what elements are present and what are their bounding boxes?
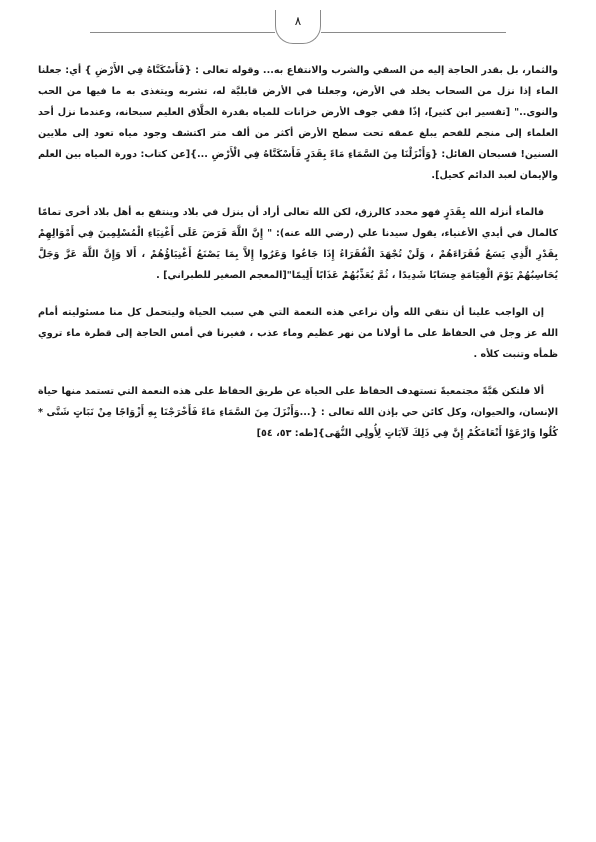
- paragraph-water-storage: والثمار، بل بقدر الحاجة إليه من السقي والشرب والانتفاع به... وقوله تعالى : {فَأَسْكَنَّاهُ فِي الأَرْضِ } أي: جعلنا الماء إذا نزل من السحاب يخلد في الأرض، وجعلنا في الأرض قابليَّة له، تشربه ويتغذى به ما فيها من الحب والنوى.." [تفسير ابن كثير]، إذًا ففي جوف الأرض خزانات للمياه بقدرة الخلَّاق العليم سبحانه، وعندما نزل أحد العلماء إلى منجم للفحم يبلغ عمقه تحت سطح الأرض أكثر من ألف متر اكتشف وجود مياه تعود إلى ملايين السنين! فسبحان القائل: {وَأَنْزَلْنَا مِنَ السَّمَاءِ مَاءً بِقَدَرٍ فَأَسْكَنَّاهُ فِي الْأَرْضِ ...}[عن كتاب: دورة المياه بين العلم والإيمان لعبد الدائم كحيل].: [38, 65, 558, 181]
- paragraph-responsibility: إن الواجب علينا أن نتقي الله وأن نراعي هذه النعمة التي هي سبب الحياة وليتحمل كل منا مسئوليته أمام الله عز وجل في الحفاظ على ما أولانا من نهر عظيم وماء عذب ، فغيرنا في أمس الحاجة إلى قطرة ماء تروي ظمأه وتنبت كلأه .: [38, 307, 558, 360]
- paragraph-community-call: ألا فلتكن هَبَّةً مجتمعيةً تستهدف الحفاظ على الحياة عن طريق الحفاظ على هذه النعمة التي تستمد منها حياة الإنسان، والحيوان، وكل كائن حي بإذن الله تعالى : {...وَأَنْزَلَ مِنَ السَّمَاءِ مَاءً فَأَخْرَجْنَا بِهِ أَزْوَاجًا مِنْ نَبَاتٍ شَتَّى * كُلُوا وَارْعَوْا أَنْعَامَكُمْ إِنَّ فِي ذَلِكَ لَآيَاتٍ لِأُولِي النُّهَى}[طه: ٥٣، ٥٤]: [38, 386, 558, 439]
- paragraph-water-distribution: فالماء أنزله الله بِقَدَرٍ فهو محدد كالرزق، لكن الله تعالى أراد أن ينزل في بلاد وينتفع به أهل بلاد أخرى تمامًا كالمال في أيدي الأغنياء، يقول سيدنا علي (رضي الله عنه): " إِنَّ اللَّهَ فَرَضَ عَلَى أَغْنِيَاءِ الْمُسْلِمِينَ فِي أَمْوَالِهِمْ بِقَدْرِ الَّذِي يَسَعُ فُقَرَاءَهُمْ ، وَلَنْ تُجْهَدَ الْفُقَرَاءُ إِذَا جَاعُوا وَعَرُوا إِلاَّ بِمَا يَصْنَعُ أَغْنِيَاؤُهُمْ ، أَلا وَإِنَّ اللَّهَ عَزَّ وَجَلَّ يُحَاسِبُهُمْ يَوْمَ الْقِيَامَةِ حِسَابًا شَدِيدًا ، ثُمَّ يُعَذِّبُهُمْ عَذَابًا أَلِيمًا"[المعجم الصغير للطبراني] .: [38, 207, 558, 281]
- page-number: ٨: [294, 14, 302, 28]
- header-rule-left: [90, 32, 275, 33]
- page-number-badge: [275, 10, 321, 44]
- page-header: [90, 8, 506, 46]
- header-rule-right: [321, 32, 506, 33]
- body-text: [38, 60, 558, 460]
